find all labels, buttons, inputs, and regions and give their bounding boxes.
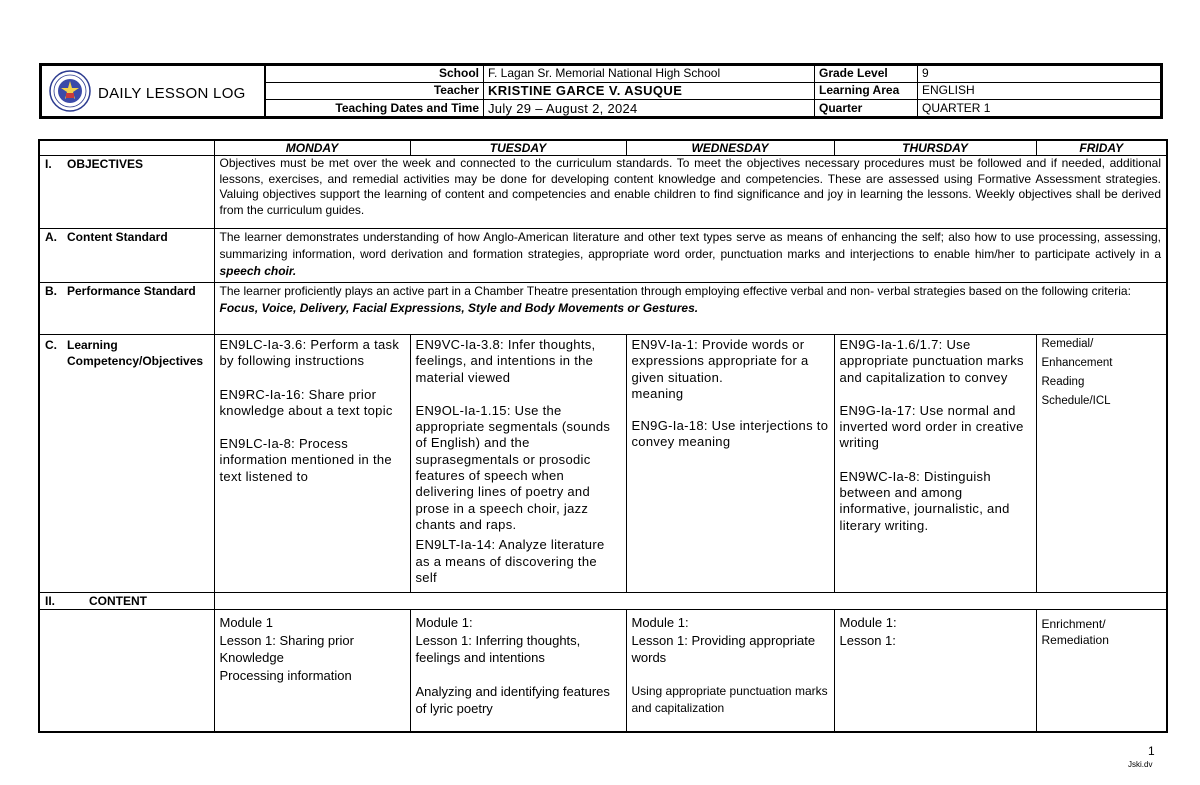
corner-cell [39,140,214,156]
content-number: II. [45,594,56,608]
competency-item: EN9V-Ia-1: Provide words or expressions appropriate for a given situation. [631,337,809,385]
page-number: 1 [1148,744,1155,758]
content-friday: Enrichment/ Remediation [1036,610,1167,733]
competency-item: EN9LT-Ia-14: Analyze literature as a means of discovering the self [415,537,605,585]
objectives-heading [39,156,214,229]
objectives-text: Objectives must be met over the week and connected to the curriculum standards. To meet the objectives necessary procedures must be followed and if needed, additional lessons, exercises, and remedial activities may be done for developing content knowledge and competencies. These are assessed using Formative Assessment strategies. Valuing objectives support the learning of content and competencies and enable children to find significance and joy in learning the lessons. Weekly objectives shall be derived from the curriculum guides. [214,156,1167,229]
content-item: Module 1: [631,615,689,630]
content-standard-text [214,229,1167,283]
competency-item: EN9VC-Ia-3.8: Infer thoughts, feelings, and intentions in the material viewed [415,337,596,385]
competency-item: EN9RC-Ia-16: Share prior knowledge about a text topic [219,386,393,418]
school-label: School [266,66,484,82]
content-standard-body: The learner demonstrates understanding of how Anglo-American literature and other text types serve as means of enhancing the self; also how to use processing, assessing, summarizing information, word derivation and formation strategies, appropriate word order, punctuation marks and interjections to enable him/her to participate actively in a [219,230,1161,261]
content-spacer [214,593,1167,610]
competency-item: EN9G-Ia-1.6/1.7: Use appropriate punctuation marks and capitalization to convey [839,337,1024,385]
performance-standard-row [39,283,1167,335]
content-monday [214,610,410,733]
competency-item: EN9OL-Ia-1.15: Use the appropriate segmentals (sounds of English) and the suprasegmentals or prosodic features of speech when delivering lines of poetry and prose in a speech choir, jazz chants and raps. [415,402,611,532]
content-standard-emphasis: speech choir. [219,264,297,278]
competency-item: EN9G-Ia-17: Use normal and inverted word order in creative writing [839,402,1024,451]
content-detail-row [39,610,1167,733]
content-detail-blank [39,610,214,733]
content-item: Lesson 1: Providing appropriate words [631,632,816,665]
competencies-friday: Remedial/ Enhancement Reading Schedule/ICL [1036,335,1167,593]
day-header-row [39,140,1167,156]
content-item: Analyzing and identifying features of lyric poetry [415,683,610,716]
performance-standard-body: The learner proficiently plays an active part in a Chamber Theatre presentation through employing effective verbal and non- verbal strategies based on the following criteria: [219,284,1131,298]
day-header-wednesday: WEDNESDAY [626,140,834,156]
competencies-monday [214,335,410,593]
competencies-heading [39,335,214,593]
content-heading [39,593,214,610]
day-header-monday: MONDAY [214,140,410,156]
day-header-thursday: THURSDAY [834,140,1036,156]
content-standard-heading [39,229,214,283]
deped-seal-icon [49,70,91,112]
content-item: Using appropriate punctuation marks and capitalization [631,683,828,715]
quarter-value: QUARTER 1 [918,100,1161,117]
content-item: Module 1: [415,615,473,630]
footer-mark: Jski.dv [1128,760,1153,769]
competencies-label: Learning Competency/Objectives [67,338,204,368]
competency-note: meaning [631,385,684,401]
content-standard-row [39,229,1167,283]
lesson-log-header [39,63,1163,119]
dates-label: Teaching Dates and Time [266,100,484,117]
learning-area-label: Learning Area [815,82,918,99]
content-item: Module 1: [839,615,897,630]
competency-item: EN9WC-Ia-8: Distinguish between and among informative, journalistic, and literary writing. [839,468,1010,533]
content-row [39,593,1167,610]
competencies-tuesday [410,335,626,593]
content-tuesday [410,610,626,733]
day-header-tuesday: TUESDAY [410,140,626,156]
content-item: Lesson 1: Sharing prior Knowledge [219,632,354,665]
competency-item: EN9LC-Ia-3.6: Perform a task by following instructions [219,337,400,369]
competencies-row [39,335,1167,593]
performance-standard-emphasis: Focus, Voice, Delivery, Facial Expressions, Style and Body Movements or Gestures. [219,301,699,315]
content-thursday [834,610,1036,733]
grade-level-label: Grade Level [815,66,918,82]
header-info-grid [265,66,1161,116]
objectives-label: OBJECTIVES [67,157,144,171]
competencies-thursday [834,335,1036,593]
objectives-number: I. [45,157,52,171]
content-item: Lesson 1: Inferring thoughts, feelings and intentions [415,632,581,665]
performance-standard-text [214,283,1167,335]
competencies-wednesday [626,335,834,593]
content-standard-number: A. [45,230,57,244]
performance-standard-heading [39,283,214,335]
performance-standard-label: Performance Standard [67,284,196,298]
competencies-number: C. [45,338,57,352]
header-title-cell [42,66,265,116]
document-title: DAILY LESSON LOG [98,85,246,102]
teacher-value: KRISTINE GARCE V. ASUQUE [484,82,815,99]
content-wednesday [626,610,834,733]
quarter-label: Quarter [815,100,918,117]
competency-item: EN9G-Ia-18: Use interjections to convey meaning [631,418,829,450]
objectives-row [39,156,1167,229]
content-item: Module 1 [219,615,273,630]
grade-level-value: 9 [918,66,1161,82]
content-item: Lesson 1: [839,632,896,648]
learning-area-value: ENGLISH [918,82,1161,99]
content-item: Processing information [219,667,352,683]
day-header-friday: FRIDAY [1036,140,1167,156]
performance-standard-number: B. [45,284,57,298]
content-label: CONTENT [89,594,147,608]
teacher-label: Teacher [266,82,484,99]
competency-item: EN9LC-Ia-8: Process information mentioned in the text listened to [219,436,392,484]
dates-value: July 29 – August 2, 2024 [484,100,815,117]
lesson-log-table [38,139,1168,733]
school-value: F. Lagan Sr. Memorial National High School [484,66,815,82]
content-standard-label: Content Standard [67,230,168,244]
